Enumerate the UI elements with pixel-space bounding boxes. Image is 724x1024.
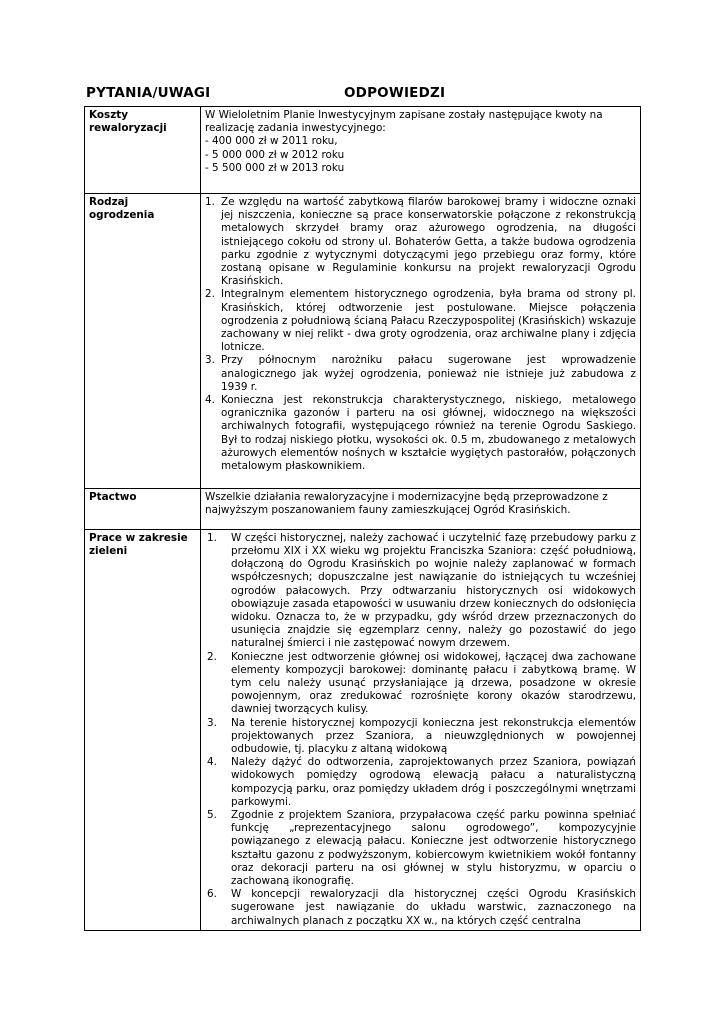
list-item-text: Konieczna jest rekonstrukcja charakterystycznego, niskiego, metalowego ogranicznika gazonów i parteru na osi głównej, widocznego na większości archiwalnych fotografii, występującego również na terenie Ogrodu Saskiego. Był to rodzaj niskiego płotku, wysokości ok. 0.5 m, zbudowanego z metalowych ażurowych elementów nośnych w kształcie wygiętych pastorałów, połączonych metalowym płaskownikiem.: [221, 394, 636, 473]
list-item-text: Należy dążyć do odtworzenia, zaprojektowanych przez Szaniora, powiązań widokowych pomiędzy ogrodową elewacją pałacu a naturalistyczną kompozycją parku, oraz pomiędzy układem dróg i poszczególnymi wnętrzami parkowymi.: [231, 756, 636, 808]
list-item: 2. Konieczne jest odtworzenie głównej osi widokowej, łączącej dwa zachowane elementy kompozycji barokowej: dominantę pałacu i zabytkową bramę. W tym celu należy usunąć przysłaniające ją drzewa, posadzone w okresie powojennym, oraz zredukować rozrośnięte korony okazów starodrzewu, dawniej tworzących kulisy.: [207, 650, 636, 716]
list-item-text: Na terenie historycznej kompozycji konieczna jest rekonstrukcja elementów projektowanych przez Szaniora, a nieuwzględnionych w powojennej odbudowie, tj. placyku z altaną widokową: [231, 716, 636, 755]
list-item-text: Integralnym elementem historycznego ogrodzenia, była brama od strony pl. Krasińskich, której odtworzenie jest postulowane. Miejsce połączenia ogrodzenia z południową ścianą Pałacu Rzeczypospolitej (Krasińskich) wskazuje zachowany w niej relikt - dwa groty ogrodzenia, oraz archiwalne plany i zdjęcia lotnicze.: [221, 288, 636, 354]
answer-cell: [201, 489, 641, 529]
list-item-text: Konieczne jest odtworzenie głównej osi widokowej, łączącej dwa zachowane elementy kompozycji barokowej: dominantę pałacu i zabytkową bramę. W tym celu należy usunąć przysłaniające ją drzewa, posadzone w okresie powojennym, oraz zredukować rozrośnięte korony okazów starodrzewu, dawniej tworzących kulisy.: [231, 650, 636, 716]
numbered-list: [205, 196, 636, 473]
question-cell: Ptactwo: [85, 489, 201, 529]
list-item: 6. W koncepcji rewaloryzacji dla historycznej części Ogrodu Krasińskich sugerowane jest nawiązanie do układu warstwic, zaznaczonego na archiwalnych planach z początku XX w., na których część centralna: [207, 888, 636, 927]
answer-cell: [201, 194, 641, 489]
list-item: 4. Należy dążyć do odtworzenia, zaprojektowanych przez Szaniora, powiązań widokowych pomiędzy ogrodową elewacją pałacu a naturalistyczną kompozycją parku, oraz pomiędzy układem dróg i poszczególnymi wnętrzami parkowymi.: [207, 756, 636, 808]
list-item-text: W koncepcji rewaloryzacji dla historycznej części Ogrodu Krasińskich sugerowane jest nawiązanie do układu warstwic, zaznaczonego na archiwalnych planach z początku XX w., na których część centralna: [231, 888, 636, 927]
answer-text: W Wieloletnim Planie Inwestycyjnym zapisane zostały następujące kwoty na realizację zadania inwestycyjnego:: [205, 109, 603, 135]
question-cell: Prace w zakresie zieleni: [85, 529, 201, 930]
question-cell: Rodzaj ogrodzenia: [85, 194, 201, 489]
cost-item: - 5 000 000 zł w 2012 roku: [205, 148, 345, 161]
qa-table: [84, 106, 641, 931]
list-item-text: Przy północnym narożniku pałacu sugerowane jest wprowadzenie analogicznego jak wyżej ogrodzenia, ponieważ nie istnieje już zabudowa z 1939 r.: [221, 354, 636, 393]
answer-cell: [201, 107, 641, 194]
questions-column-header: PYTANIA/UWAGI: [86, 85, 211, 101]
list-item: 1. Ze względu na wartość zabytkową filarów barokowej bramy i widoczne oznaki jej niszczenia, konieczne są prace konserwatorskie połączone z rekonstrukcją metalowych skrzydeł bramy oraz ażurowego ogrodzenia, na długości istniejącego cokołu od strony ul. Bohaterów Getta, a także budowa ogrodzenia parku zgodnie z wytycznymi dotyczącymi jego przebiegu oraz formy, które zostaną opisane w Regulaminie konkursu na projekt rewaloryzacji Ogrodu Krasińskich.: [205, 196, 636, 288]
table-row: [85, 194, 641, 489]
list-item-text: Zgodnie z projektem Szaniora, przypałacowa część parku powinna spełniać funkcję „reprezentacyjnego salonu ogrodowego”, kompozycyjnie powiązanego z elewacją pałacu. Konieczne jest odtworzenie historycznego kształtu gazonu z podwyższonym, kobiercowym kwietnikiem wokół fontanny oraz dekoracji parteru na osi głównej w stylu historyzmu, w oparciu o zachowaną ikonografię.: [231, 808, 636, 887]
list-item: 2. Integralnym elementem historycznego ogrodzenia, była brama od strony pl. Krasińskich, której odtworzenie jest postulowane. Miejsce połączenia ogrodzenia z południową ścianą Pałacu Rzeczypospolitej (Krasińskich) wskazuje zachowany w niej relikt - dwa groty ogrodzenia, oraz archiwalne plany i zdjęcia lotnicze.: [205, 288, 636, 354]
answer-text: Wszelkie działania rewaloryzacyjne i modernizacyjne będą przeprowadzone z najwyższym poszanowaniem fauny zamieszkującej Ogród Krasińskich.: [205, 491, 608, 517]
answer-cell: [201, 529, 641, 930]
list-item: 3. Na terenie historycznej kompozycji konieczna jest rekonstrukcja elementów projektowanych przez Szaniora, a nieuwzględnionych w powojennej odbudowie, tj. placyku z altaną widokową: [207, 716, 636, 755]
list-item: 3. Przy północnym narożniku pałacu sugerowane jest wprowadzenie analogicznego jak wyżej ogrodzenia, ponieważ nie istnieje już zabudowa z 1939 r.: [205, 354, 636, 393]
list-item: 4. Konieczna jest rekonstrukcja charakterystycznego, niskiego, metalowego ogranicznika gazonów i parteru na osi głównej, widocznego na większości archiwalnych fotografii, występującego również na terenie Ogrodu Saskiego. Był to rodzaj niskiego płotku, wysokości ok. 0.5 m, zbudowanego z metalowych ażurowych elementów nośnych w kształcie wygiętych pastorałów, połączonych metalowym płaskownikiem.: [205, 394, 636, 473]
list-item: 1. W części historycznej, należy zachować i uczytelnić fazę przebudowy parku z przełomu XIX i XX wieku wg projektu Franciszka Szaniora: część południową, dołączoną do Ogrodu Krasińskich po wojnie należy zaplanować w formach współczesnych; dopuszczalne jest nawiązanie do istniejących tu wcześniej ogrodów pałacowych. Przy odtwarzaniu historycznych osi widokowych obowiązuje zasada etapowości w usuwaniu drzew koniecznych do odsłonięcia widoku. Oznacza to, że w przypadku, gdy wśród drzew przeznaczonych do usunięcia znajdzie się egzemplarz cenny, należy go pozostawić do jego naturalnej śmierci i nie zastępować nowym drzewem.: [207, 531, 636, 650]
question-cell: Koszty rewaloryzacji: [85, 107, 201, 194]
answers-column-header: ODPOWIEDZI: [344, 85, 446, 101]
table-row: [85, 107, 641, 194]
table-row: [85, 489, 641, 529]
list-item: 5. Zgodnie z projektem Szaniora, przypałacowa część parku powinna spełniać funkcję „reprezentacyjnego salonu ogrodowego”, kompozycyjnie powiązanego z elewacją pałacu. Konieczne jest odtworzenie historycznego kształtu gazonu z podwyższonym, kobiercowym kwietnikiem wokół fontanny oraz dekoracji parteru na osi głównej w stylu historyzmu, w oparciu o zachowaną ikonografię.: [207, 808, 636, 887]
numbered-list: [205, 532, 636, 928]
cost-item: - 5 500 000 zł w 2013 roku: [205, 161, 345, 174]
list-item-text: W części historycznej, należy zachować i uczytelnić fazę przebudowy parku z przełomu XIX i XX wieku wg projektu Franciszka Szaniora: część południową, dołączoną do Ogrodu Krasińskich po wojnie należy zaplanować w formach współczesnych; dopuszczalne jest nawiązanie do istniejących tu wcześniej ogrodów pałacowych. Przy odtwarzaniu historycznych osi widokowych obowiązuje zasada etapowości w usuwaniu drzew koniecznych do odsłonięcia widoku. Oznacza to, że w przypadku, gdy wśród drzew przeznaczonych do usunięcia znajdzie się egzemplarz cenny, należy go pozostawić do jego naturalnej śmierci i nie zastępować nowym drzewem.: [231, 531, 636, 650]
cost-item: - 400 000 zł w 2011 roku,: [205, 135, 338, 148]
list-item-text: Ze względu na wartość zabytkową filarów barokowej bramy i widoczne oznaki jej niszczenia, konieczne są prace konserwatorskie połączone z rekonstrukcją metalowych skrzydeł bramy oraz ażurowego ogrodzenia, na długości istniejącego cokołu od strony ul. Bohaterów Getta, a także budowa ogrodzenia parku zgodnie z wytycznymi dotyczącymi jego przebiegu oraz formy, które zostaną opisane w Regulaminie konkursu na projekt rewaloryzacji Ogrodu Krasińskich.: [221, 196, 636, 288]
table-row: [85, 529, 641, 930]
